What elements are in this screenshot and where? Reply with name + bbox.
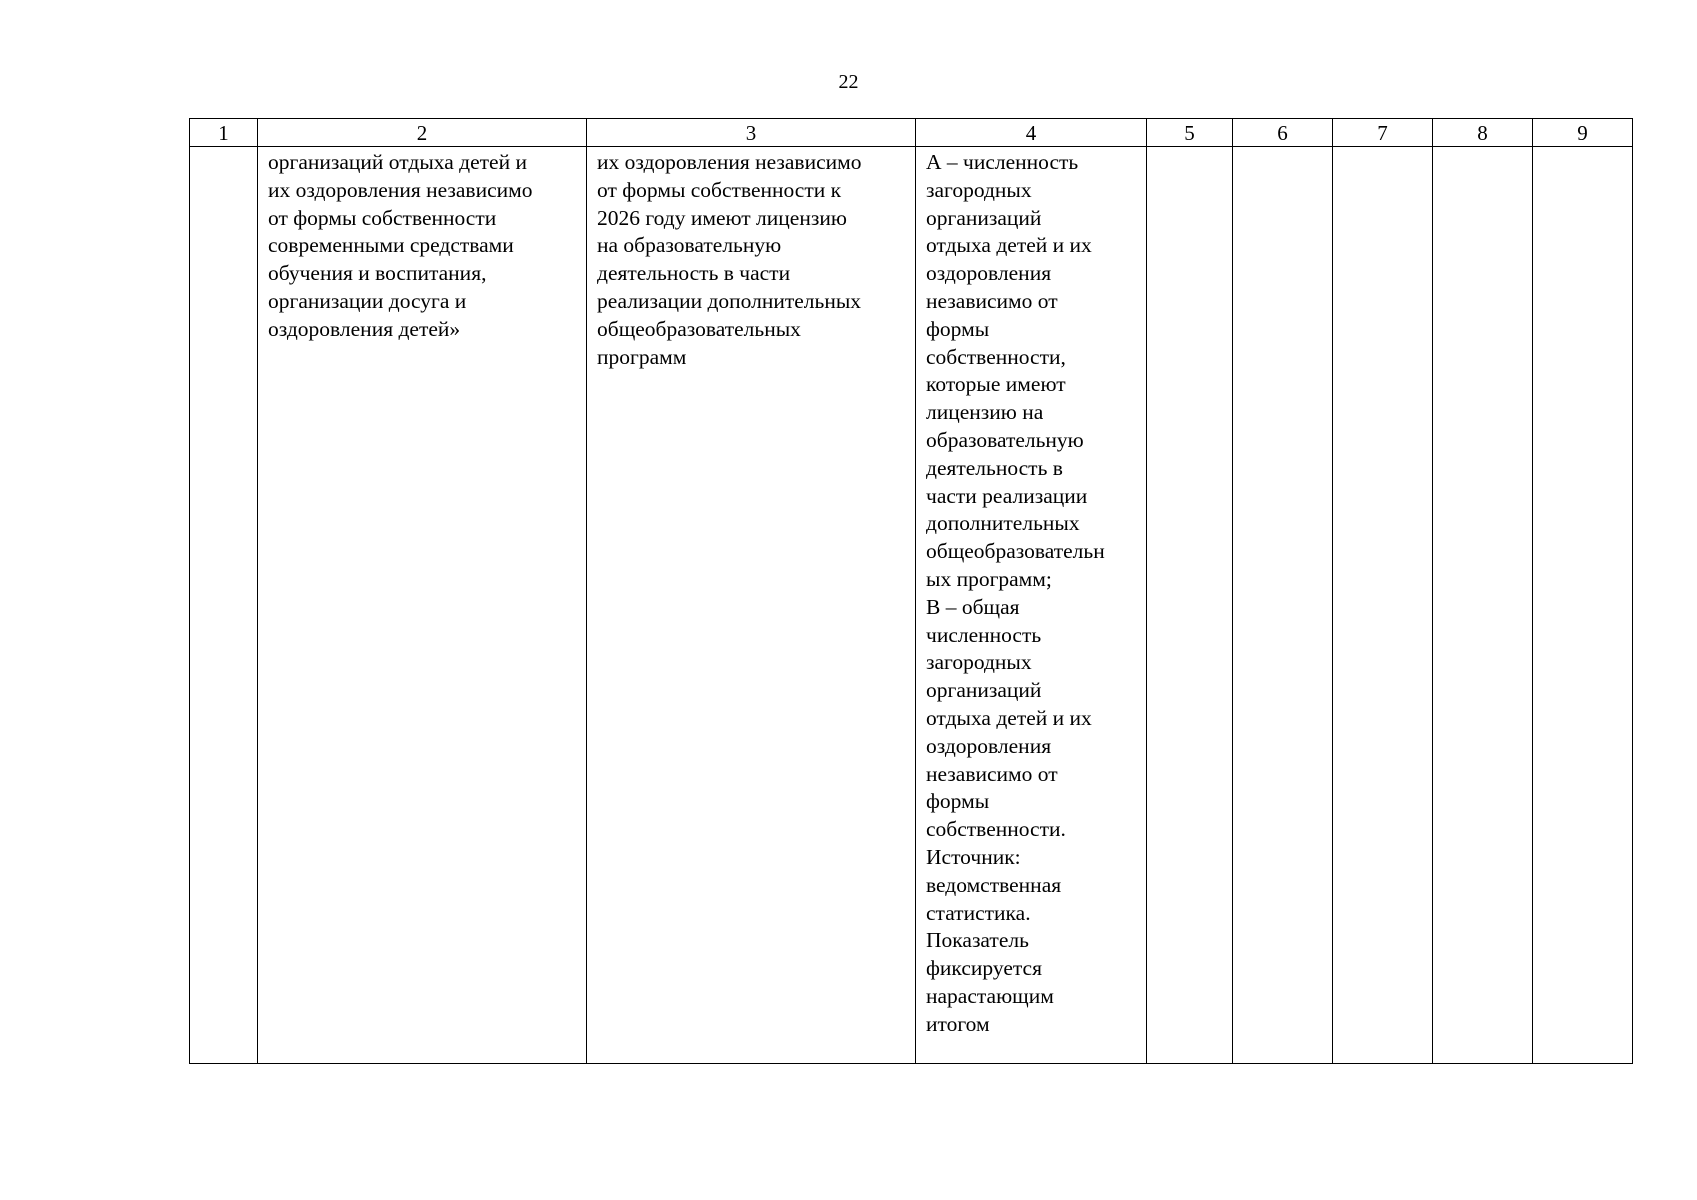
cell-col-4 [916, 147, 1147, 1064]
cell-col-8 [1433, 147, 1533, 1064]
cell-col-1-text [190, 147, 257, 149]
cell-col-7-text [1333, 147, 1432, 149]
cell-col-9 [1533, 147, 1633, 1064]
column-header-6: 6 [1233, 119, 1333, 147]
table-row [190, 147, 1633, 1064]
indicator-name-text: организаций отдыха детей и их оздоровления независимо от формы собственности современными средствами обучения и воспитания, организации досуга и оздоровления детей» [268, 150, 533, 341]
column-header-8: 8 [1433, 119, 1533, 147]
cell-col-9-text [1533, 147, 1632, 149]
column-header-7: 7 [1333, 119, 1433, 147]
column-header-2: 2 [258, 119, 587, 147]
cell-col-6-text [1233, 147, 1332, 149]
cell-col-5 [1147, 147, 1233, 1064]
cell-col-1 [190, 147, 258, 1064]
cell-col-8-text [1433, 147, 1532, 149]
column-header-4: 4 [916, 119, 1147, 147]
column-header-9: 9 [1533, 119, 1633, 147]
column-header-5: 5 [1147, 119, 1233, 147]
indicator-description-text: их оздоровления независимо от формы собственности к 2026 году имеют лицензию на образовательную деятельность в части реализации дополнительных общеобразовательных программ [597, 150, 862, 369]
cell-col-6 [1233, 147, 1333, 1064]
cell-col-3 [587, 147, 916, 1064]
column-header-3: 3 [587, 119, 916, 147]
cell-col-2 [258, 147, 587, 1064]
column-number-row [190, 119, 1633, 147]
calculation-method-text: А – численность загородных организаций отдыха детей и их оздоровления независимо от формы собственности, которые имеют лицензию на образовательную деятельность в части реализации дополнительных общеобразовательн ых программ; В – общая численность загородных организаций отдыха детей и их оздоровления независимо от формы собственности. Источник: ведомственная статистика. Показатель фиксируется нарастающим итогом [926, 150, 1105, 1036]
indicator-table [189, 118, 1633, 1064]
column-header-1: 1 [190, 119, 258, 147]
cell-col-5-text [1147, 147, 1232, 149]
page-number: 22 [838, 71, 859, 93]
cell-col-7 [1333, 147, 1433, 1064]
